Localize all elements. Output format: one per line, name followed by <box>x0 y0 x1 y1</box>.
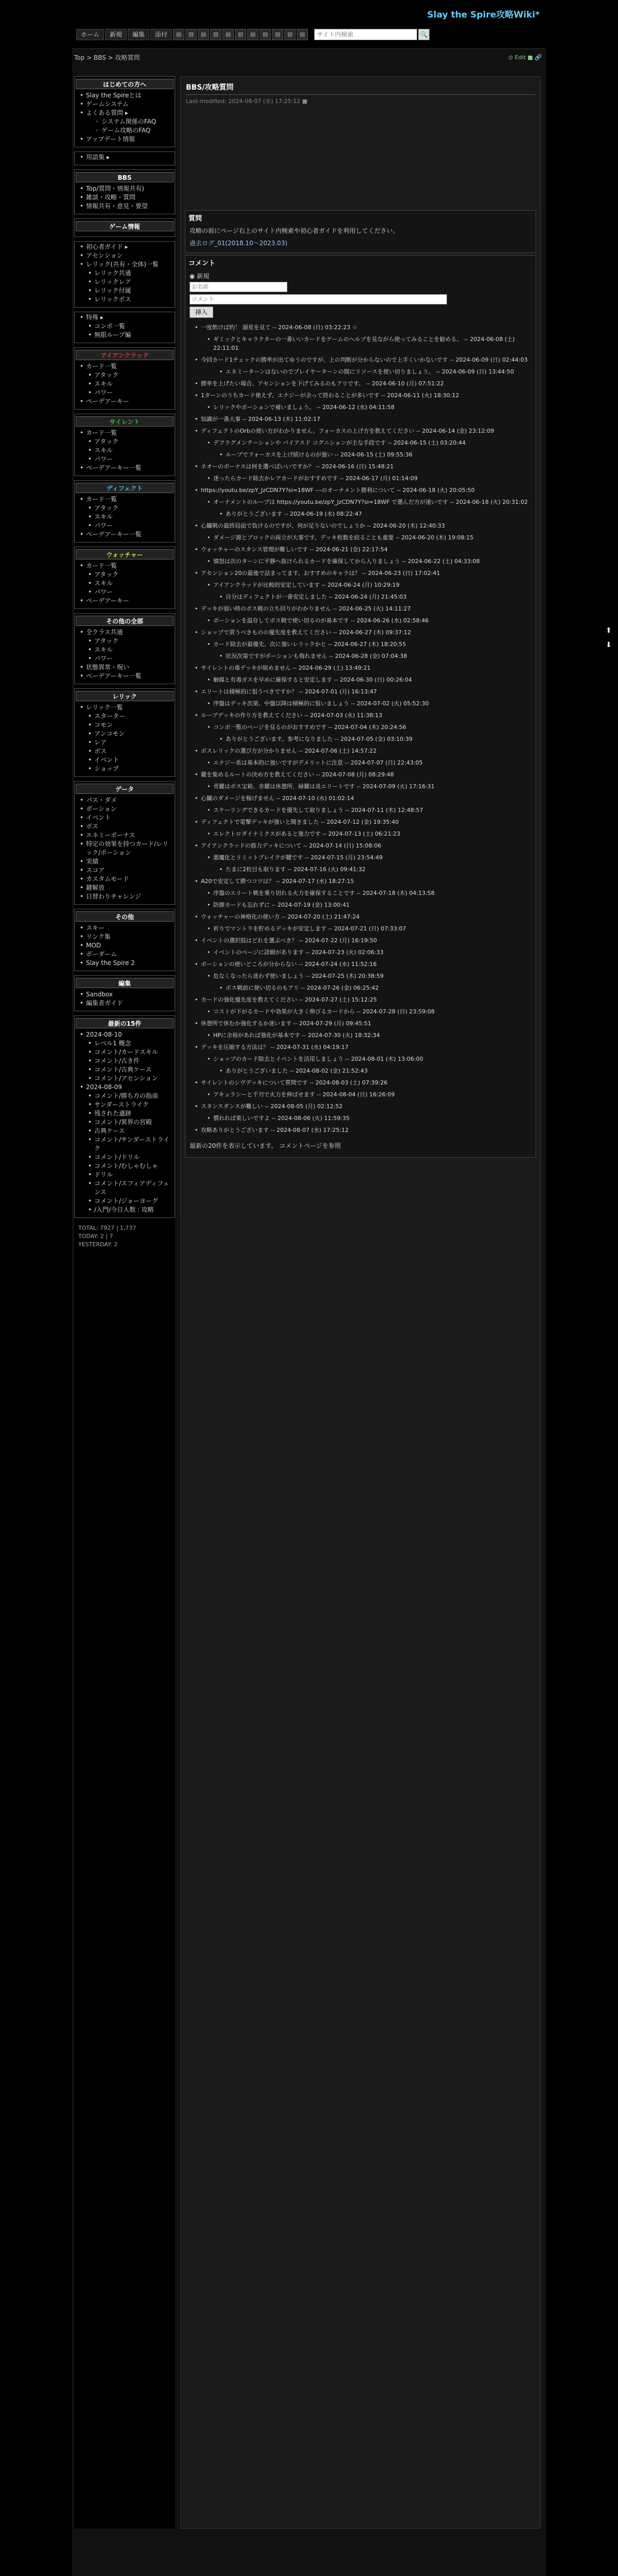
sidebar-box <box>74 151 175 165</box>
sidebar-item[interactable]: • レリック一覧 <box>76 703 174 712</box>
comment-item: • 心臓のダメージを稼げません -- 2024-07-10 (水) 01:02:14 <box>195 794 531 803</box>
sidebar-heading: 編集 <box>76 978 174 988</box>
scroll-arrows <box>606 623 612 652</box>
sidebar-item[interactable]: • スキル <box>76 646 174 654</box>
sidebar-item[interactable]: • パワー <box>76 588 174 597</box>
site-title[interactable]: Slay the Spire攻略Wiki* <box>427 10 540 20</box>
sidebar-item[interactable]: • 2024-08-09 <box>76 1083 174 1092</box>
sidebar-item[interactable]: • コメント/異界の宮殿 <box>76 1118 174 1127</box>
sidebar-item[interactable]: • アセンション <box>76 251 174 260</box>
sidebar-item[interactable]: • 2024-08-10 <box>76 1030 174 1039</box>
sidebar-item[interactable]: • スキー <box>76 924 174 933</box>
comment-item: • 鍵を集めるルートの決め方を教えてください -- 2024-07-08 (月) 08:29:48 <box>195 770 531 779</box>
comment-item: • スケーリングできるカードを優先して取りましょう -- 2024-07-11 (木) 12:48:57 <box>207 806 531 815</box>
sidebar-item[interactable]: • スキル <box>76 380 174 388</box>
comment-item: • イベントのページに詳細があります -- 2024-07-23 (火) 02:06:33 <box>207 948 531 957</box>
submit-button[interactable]: 挿入 <box>190 307 213 318</box>
icon-f-icon[interactable]: ▤ <box>235 29 246 40</box>
sidebar-item[interactable]: • 無限ループ編 <box>76 331 174 340</box>
sidebar-item[interactable]: • スコア <box>76 866 174 875</box>
comment-item: • 憤怒は次のターンに平静へ抜けられるカードを確保してから入りましょう -- 2024-06-22 (土) 04:33:08 <box>207 557 531 566</box>
sidebar-heading: BBS <box>76 172 174 182</box>
notice-box <box>185 210 536 253</box>
sidebar-item[interactable]: • コメント/古き件 <box>76 1057 174 1065</box>
sidebar-item[interactable]: ◦ ゲーム攻略のFAQ <box>76 126 174 135</box>
sidebar-item[interactable]: • スキル <box>76 446 174 455</box>
icon-a-icon[interactable]: ▤ <box>173 29 184 40</box>
comment-item: • ウォッチャーの神格化の使い方 -- 2024-07-20 (土) 21:47:24 <box>195 912 531 921</box>
comment-item: • エリートは積極的に狙うべきですか？ -- 2024-07-01 (月) 16:13:47 <box>195 687 531 696</box>
icon-k-icon[interactable]: ▤ <box>297 29 308 40</box>
comment-heading: コメント <box>188 260 216 267</box>
counter-line: TOTAL: 7927 | 1,737 <box>78 1225 136 1231</box>
comment-item: • ギミックとキャラクターの一番いいカードをゲームのヘルプを見ながら使ってみることを勧める。 -- 2024-06-08 (土) 22:11:01 <box>207 335 531 352</box>
sidebar-item[interactable]: • コメント/ジョーヨーグ <box>76 1197 174 1206</box>
comment-item: • HPに余裕があれば強化が基本です -- 2024-07-30 (火) 18:32:34 <box>207 1031 531 1040</box>
scroll-down-icon[interactable]: ⬇ <box>606 641 612 649</box>
sidebar-item[interactable]: • 雑談・攻略・質問 <box>76 193 174 202</box>
comment-item: • 知識が一番大事 -- 2024-06-13 (木) 11:02:17 <box>195 415 531 423</box>
sidebar-heading: レリック <box>76 691 174 701</box>
icon-d-icon[interactable]: ▤ <box>210 29 221 40</box>
sidebar-item[interactable]: • Top/質問・情報共有) <box>76 184 174 193</box>
comment-item: • イベントの選択肢はどれを選ぶべき？ -- 2024-07-22 (月) 16:19:50 <box>195 936 531 945</box>
comment-item: • 悪魔化とリミットブレイクが鍵です -- 2024-07-15 (月) 23:54:49 <box>207 853 531 862</box>
sidebar-box <box>74 909 175 971</box>
icon-h-icon[interactable]: ▤ <box>260 29 271 40</box>
sidebar-box <box>74 347 175 410</box>
comment-item: • ありがとうございます -- 2024-06-19 (水) 08:22:47 <box>219 510 531 518</box>
sidebar-item[interactable]: • パワー <box>76 455 174 464</box>
comment-item: • ボス戦前に使い切るのもアリ -- 2024-07-26 (金) 06:25:42 <box>219 984 531 992</box>
comment-item: • エナジー系は基本的に強いですがデメリットに注意 -- 2024-07-07 (日) 22:43:05 <box>207 758 531 767</box>
sidebar-item[interactable]: • カード一覧 <box>76 495 174 504</box>
comment-item: • ショップで買うべきものの優先度を教えてください -- 2024-06-27 (木) 09:37:12 <box>195 628 531 637</box>
sidebar-item[interactable]: • 残された遺跡 <box>76 1109 174 1118</box>
new-radio[interactable]: ◉ 新規 <box>190 273 210 280</box>
sidebar-item[interactable]: • アップデート情報 <box>76 135 174 144</box>
sidebar-item[interactable]: • コモン <box>76 721 174 730</box>
comment-item: • 祈りでマントラを貯めるデッキが安定します -- 2024-07-21 (日) 07:33:07 <box>207 924 531 933</box>
comment-item: • 慣れれば楽しいですよ -- 2024-08-06 (火) 11:59:35 <box>207 1114 531 1123</box>
sidebar-item[interactable]: • ペーデアーキー一覧 <box>76 464 174 472</box>
icon-i-icon[interactable]: ▤ <box>272 29 283 40</box>
sidebar-item[interactable]: • コメント/勝ち方の指南 <box>76 1092 174 1100</box>
comment-item: • A20で安定して勝つコツは？ -- 2024-07-17 (水) 18:27:15 <box>195 877 531 886</box>
comment-item: • ショップのカード除去とイベントを活用しましょう -- 2024-08-01 (木) 13:06:00 <box>207 1055 531 1063</box>
sidebar-item[interactable]: • アタック <box>76 371 174 380</box>
icon-b-icon[interactable]: ▤ <box>185 29 197 40</box>
sidebar-heading: アイアンクラッド <box>76 350 174 360</box>
comment-item: • ありがとうございます。参考になりました -- 2024-07-05 (金) 03:10:39 <box>219 735 531 743</box>
comment-item: • 防御カードも忘れずに -- 2024-07-19 (金) 13:00:41 <box>207 901 531 909</box>
comment-item: • 迷ったらカード除去かレアカードがおすすめです -- 2024-06-17 (月) 01:14:09 <box>207 474 531 483</box>
sidebar-item[interactable]: • レア <box>76 738 174 747</box>
sidebar-item[interactable]: • コメント/ドリル <box>76 1153 174 1162</box>
comment-item: • 触媒と有毒ガスを早めに確保すると安定します -- 2024-06-30 (日) 00:26:04 <box>207 675 531 684</box>
edit-links[interactable]: ⊙ Edit ■ 🔗 <box>508 54 542 61</box>
comment-item: • コンボ一覧のページを見るのがおすすめです -- 2024-07-04 (木) 20:24:56 <box>207 723 531 732</box>
icon-e-icon[interactable]: ▤ <box>222 29 234 40</box>
comment-item: • 勝率を上げたい場合、アセンションを下げてみるのもアリです。 -- 2024-06-10 (月) 07:51:22 <box>195 379 531 388</box>
sidebar-item[interactable]: • レリック(共有・全体)一覧 <box>76 260 174 269</box>
nav-button[interactable]: 新規 <box>105 29 127 40</box>
sidebar-item[interactable]: • MOD <box>76 941 174 950</box>
sidebar-item[interactable]: • 全クラス共通 <box>76 628 174 637</box>
sidebar-item[interactable]: • アタック <box>76 637 174 646</box>
comment-item: • エネミーターンはないのでプレイヤーターンの間にリソースを使い切りましょう。 -- 2024-06-09 (日) 13:44:50 <box>219 367 531 376</box>
sidebar-item[interactable]: • ペーデアーキー <box>76 597 174 605</box>
sidebar-box <box>74 547 175 609</box>
comment-item: • ありがとうございました -- 2024-08-02 (金) 21:52:43 <box>219 1066 531 1075</box>
sidebar-item[interactable]: • 初心者ガイド ▸ <box>76 243 174 251</box>
sidebar-box <box>74 781 175 905</box>
comment-form <box>185 269 536 320</box>
sidebar-item[interactable]: • Sandbox <box>76 990 174 999</box>
comment-item: • ポーションを温存してボス戦で使い切るのが基本です -- 2024-06-26 (水) 02:58:46 <box>207 616 531 625</box>
breadcrumb <box>72 53 546 63</box>
sidebar-item[interactable]: • 鍵解放 <box>76 884 174 892</box>
sidebar-box <box>74 688 175 777</box>
comment-item: • 危なくなったら迷わず使いましょう -- 2024-07-25 (木) 20:38:59 <box>207 972 531 980</box>
sidebar-item[interactable]: • レリック共通 <box>76 269 174 278</box>
comment-item: • サイレントの毒デッキが組めません -- 2024-06-29 (土) 13:49:21 <box>195 664 531 672</box>
sidebar-heading: ウォッチャー <box>76 549 174 560</box>
sidebar-item[interactable]: • ショップ <box>76 765 174 773</box>
sidebar-heading: データ <box>76 784 174 794</box>
sidebar-item[interactable]: • 用語集 ▸ <box>76 153 174 162</box>
sidebar-heading: ディフェクト <box>76 483 174 493</box>
nav-button[interactable]: 編集 <box>128 29 149 40</box>
global-nav <box>76 29 430 40</box>
sidebar-item[interactable]: • カード一覧 <box>76 362 174 371</box>
comment-footer-note[interactable]: 最新の20件を表示しています。 コメントページを参照 <box>190 1142 341 1149</box>
sidebar-item[interactable]: • コメント/サンダーストライク <box>76 1136 174 1153</box>
sidebar-item[interactable]: • アタック <box>76 570 174 579</box>
sidebar-item[interactable]: • スターター <box>76 712 174 721</box>
comment-item: • 自分はディフェクトが一番安定しました -- 2024-06-24 (月) 21:45:03 <box>219 592 531 601</box>
sidebar-heading: その他 <box>76 911 174 922</box>
sidebar-item[interactable]: • ボス <box>76 747 174 756</box>
sidebar <box>74 76 175 2529</box>
sidebar-box <box>74 613 175 684</box>
comment-item: • サイレントのシヴデッキについて質問です -- 2024-08-03 (土) 07:39:26 <box>195 1078 531 1087</box>
sidebar-item[interactable]: • 状態異常・呪い <box>76 663 174 672</box>
comment-item: • ダメージ源とブロックの両立が大事です。デッキ枚数を絞ることも重要 -- 2024-06-20 (木) 19:08:15 <box>207 533 531 542</box>
sidebar-item[interactable]: • イベント <box>76 814 174 822</box>
sidebar-item[interactable]: • レリックボス <box>76 295 174 304</box>
sidebar-box <box>74 76 175 147</box>
comment-item: • カード除去が最優先、次に強いレリックかと -- 2024-06-27 (木) 18:20:55 <box>207 640 531 649</box>
comment-item: • スタンスダンスが難しい -- 2024-08-05 (月) 02:12:52 <box>195 1102 531 1111</box>
past-log-link[interactable]: 過去ログ_01(2018.10〜2023.03) <box>190 240 287 247</box>
comment-item: • たまに2枚目も取ります -- 2024-07-16 (火) 09:41:32 <box>219 865 531 874</box>
main-content <box>180 76 541 2529</box>
sidebar-item[interactable]: • レリック付属 <box>76 286 174 295</box>
sidebar-item[interactable]: • アタック <box>76 504 174 513</box>
sidebar-item[interactable]: • スキル <box>76 579 174 588</box>
sidebar-item[interactable]: • レベル1 概念 <box>76 1039 174 1048</box>
comment-item: • 休憩所で休むか強化するか迷います -- 2024-07-29 (月) 09:45:51 <box>195 1019 531 1028</box>
comment-item: • アセンション20の最後で詰まってます。おすすめのキャラは？ -- 2024-06-23 (日) 17:02:41 <box>195 569 531 578</box>
sidebar-item[interactable]: • 特定の効果を持つカード/レリック/ポーション <box>76 840 174 857</box>
sidebar-heading: ゲーム情報 <box>76 221 174 231</box>
sidebar-item[interactable]: • コメント/むしゃむしゃ <box>76 1162 174 1171</box>
comment-section <box>185 255 536 1158</box>
sidebar-item[interactable]: • よくある質問 ▸ <box>76 109 174 117</box>
sidebar-heading: 最新の15件 <box>76 1018 174 1028</box>
sidebar-item[interactable]: • コメント/アセンション <box>76 1074 174 1083</box>
page-wrapper <box>72 0 546 2576</box>
page-title: BBS/攻略質問 <box>186 82 535 95</box>
sidebar-item[interactable]: • パス・ダメ <box>76 796 174 805</box>
sidebar-heading: サイレント <box>76 416 174 427</box>
comment-item: • 攻略ありがとうございます -- 2024-08-07 (水) 17:25:12 <box>195 1126 531 1134</box>
sidebar-box <box>74 170 175 214</box>
sidebar-item[interactable]: • レリックレア <box>76 278 174 286</box>
sidebar-item[interactable]: • カスタムモード <box>76 875 174 884</box>
sidebar-item[interactable]: • ポーション <box>76 805 174 814</box>
sidebar-item[interactable]: • パワー <box>76 654 174 663</box>
sidebar-item[interactable]: • パワー <box>76 388 174 397</box>
sidebar-item[interactable]: • ペーデアーキー一覧 <box>76 672 174 681</box>
access-counter <box>74 1222 175 1251</box>
sidebar-item[interactable]: • 古典ケース <box>76 1127 174 1136</box>
sidebar-item[interactable]: • ボーダーム <box>76 950 174 959</box>
comment-item: • 序盤はデッキ次第、中盤以降は積極的に狙いましょう -- 2024-07-02 (火) 05:52:30 <box>207 699 531 708</box>
icon-c-icon[interactable]: ▤ <box>198 29 209 40</box>
sidebar-item[interactable]: • アンコモン <box>76 730 174 738</box>
notice-heading: 質問 <box>188 215 202 223</box>
name-input[interactable] <box>190 282 287 292</box>
comment-item: • https://youtu.be/zpY_JzCDN7Y?si=18WF ---のオーナメント勝利について -- 2024-06-18 (火) 20:05:50 <box>195 486 531 495</box>
header <box>72 0 546 49</box>
sidebar-heading: はじめての方へ <box>76 79 174 89</box>
comment-item: • 状況次第ですがポーションも侮れません -- 2024-06-28 (金) 07:04:38 <box>219 652 531 660</box>
sidebar-item[interactable]: • コンボ一覧 <box>76 322 174 331</box>
comment-item: • コストが下がるカードや効果が大きく伸びるカードから -- 2024-07-28 (日) 23:59:08 <box>207 1007 531 1016</box>
sidebar-item[interactable]: • ペーデアーキー一覧 <box>76 530 174 539</box>
comment-item: • 心臓戦の最終局面で負けるのですが、何が足りないのでしょうか -- 2024-06-20 (木) 12:40:33 <box>195 521 531 530</box>
comment-item: • ループでフォーカスを上げ続けるのが強い -- 2024-06-15 (土) 09:55:36 <box>219 450 531 459</box>
comment-item: • ポーションの使いどころが分からない -- 2024-07-24 (水) 11:52:16 <box>195 960 531 969</box>
nav-button[interactable]: ホーム <box>76 29 104 40</box>
sidebar-item[interactable]: • ゲームシステム <box>76 100 174 109</box>
sidebar-item[interactable]: • 特殊 ▸ <box>76 313 174 322</box>
comment-item: • デッキが弱い時のボス戦の立ち回りがわかりません -- 2024-06-25 (火) 14:11:27 <box>195 604 531 613</box>
sidebar-item[interactable]: • コメント/カードスキル <box>76 1048 174 1057</box>
sidebar-item[interactable]: • ドリル <box>76 1171 174 1179</box>
sidebar-box <box>74 218 175 237</box>
sidebar-item[interactable]: • イベント <box>76 756 174 765</box>
comment-item: • ボスレリックの選び方が分かりません -- 2024-07-06 (土) 14:57:22 <box>195 747 531 755</box>
search-input[interactable] <box>314 29 417 40</box>
scroll-up-icon[interactable]: ⬆ <box>606 626 612 635</box>
comment-item: • レリックやポーションで補いましょう。 -- 2024-06-12 (水) 04:11:58 <box>207 403 531 412</box>
nav-button[interactable]: 添付 <box>150 29 172 40</box>
sidebar-item[interactable]: • パワー <box>76 521 174 530</box>
comment-item: • ウォッチャーのスタンス管理が難しいです -- 2024-06-21 (金) 22:17:54 <box>195 545 531 554</box>
comment-item: • 一度飲けば約！ 溜星を見て -- 2024-06-08 (日) 03:22:23 ☆ <box>195 323 531 332</box>
sidebar-item[interactable]: • 実績 <box>76 857 174 866</box>
comment-item: • アイアンクラッドの筋力デッキについて -- 2024-07-14 (日) 15:08:06 <box>195 841 531 850</box>
comment-item: • アイアンクラッドが比較的安定しています -- 2024-06-24 (月) 10:29:19 <box>207 581 531 589</box>
comment-item: • ネオーのボーナスは何を選べばいいですか？ -- 2024-06-16 (日) 15:48:21 <box>195 462 531 471</box>
comment-item: • アキュラシーと千刃で火力を伸ばせます -- 2024-08-04 (日) 16:26:09 <box>207 1090 531 1099</box>
comment-item: • ディフェクトで電撃デッキが強いと聞きました -- 2024-07-12 (金) 19:35:40 <box>195 818 531 826</box>
comment-input[interactable] <box>190 294 447 304</box>
comment-item: • 序盤のエリート戦を乗り切れる火力を確保することです -- 2024-07-18 (木) 04:13:58 <box>207 889 531 897</box>
comment-item: • デフラグメンテーションや バイアスド コグニションが主な手段です -- 2024-06-15 (土) 03:20:44 <box>207 438 531 447</box>
sidebar-item[interactable]: • エネミーボーナス <box>76 831 174 840</box>
comment-item: • オーナメントのループは https://youtu.be/zpY_JzCDN7Y?si=18WF で選んだ方が速いです -- 2024-06-18 (火) 20:31:02 <box>207 498 531 506</box>
sidebar-item[interactable]: • ペーデアーキー <box>76 397 174 406</box>
sidebar-item[interactable]: • カード一覧 <box>76 429 174 437</box>
sidebar-heading: その他の全部 <box>76 616 174 626</box>
sidebar-item[interactable]: • アタック <box>76 437 174 446</box>
sidebar-item[interactable]: • リンク集 <box>76 933 174 941</box>
comment-item: • エレクトロダイナミクスがあると強力です -- 2024-07-13 (土) 06:21:23 <box>207 829 531 838</box>
sidebar-box <box>74 480 175 543</box>
sidebar-item[interactable]: • Slay the Spire 2 <box>76 959 174 968</box>
counter-line: YESTERDAY: 2 <box>78 1241 118 1248</box>
sidebar-item[interactable]: ◦ システム関係のFAQ <box>76 117 174 126</box>
comment-item: • ディフェクトのOrbの使い方がわかりません。フォーカスの上げ方を教えてください -- 2024-06-14 (金) 23:12:09 <box>195 427 531 435</box>
icon-j-icon[interactable]: ▤ <box>284 29 296 40</box>
sidebar-item[interactable]: • 情報共有・意見・要望 <box>76 202 174 211</box>
sidebar-box <box>74 241 175 308</box>
sidebar-item[interactable]: • 編集者ガイド <box>76 999 174 1008</box>
comment-item: • ループデッキの作り方を教えてください -- 2024-07-03 (水) 11:38:13 <box>195 711 531 720</box>
sidebar-box <box>74 975 175 1011</box>
sidebar-item[interactable]: • サンダーストライク <box>76 1100 174 1109</box>
comment-list <box>185 323 536 1134</box>
last-modified: Last-modified: 2024-08-07 (水) 17:25:12 ■ <box>186 98 308 105</box>
counter-line: TODAY: 2 | 7 <box>78 1233 113 1240</box>
sidebar-item[interactable]: • Slay the Spireとは <box>76 91 174 100</box>
notice-text: 攻略の前にページ右上のサイト内検索や初心者ガイドを利用してください。 <box>190 227 399 234</box>
sidebar-box <box>74 1015 175 1218</box>
comment-item: • 1ターンのうちカード使えず、エナジーが余って終わることが多いです -- 2024-06-11 (火) 18:30:12 <box>195 391 531 400</box>
icon-g-icon[interactable]: ▤ <box>247 29 259 40</box>
sidebar-item[interactable]: • カード一覧 <box>76 562 174 570</box>
comment-item: • デッキを圧縮する方法は？ -- 2024-07-31 (水) 04:19:17 <box>195 1043 531 1052</box>
sidebar-item[interactable]: • コメント/スフィアディフェンス <box>76 1179 174 1197</box>
sidebar-box <box>74 312 175 343</box>
sidebar-item[interactable]: • スキル <box>76 513 174 521</box>
search-button[interactable]: 🔍 <box>418 29 430 40</box>
breadcrumb-path[interactable]: Top > BBS > 攻略質問 <box>74 54 140 61</box>
comment-item: • カードの強化優先度を教えてください -- 2024-07-27 (土) 15:12:25 <box>195 995 531 1004</box>
sidebar-item[interactable]: • 日替わりチャレンジ <box>76 892 174 901</box>
comment-item: • 今回カード1チェックの勝率が出てゆうのですが、上の判断が分からないので上手くいかないです -- 2024-06-09 (日) 02:44:03 <box>195 355 531 364</box>
sidebar-item[interactable]: • ボス <box>76 822 174 831</box>
sidebar-box <box>74 414 175 476</box>
comment-item: • 青鍵はボス宝箱、赤鍵は休憩所、緑鍵は炎エリートです -- 2024-07-09 (火) 17:16:31 <box>207 782 531 791</box>
sidebar-item[interactable]: • コメント/古典ケース <box>76 1065 174 1074</box>
sidebar-item[interactable]: • /入門/今日人数 : 攻略 <box>76 1206 174 1214</box>
